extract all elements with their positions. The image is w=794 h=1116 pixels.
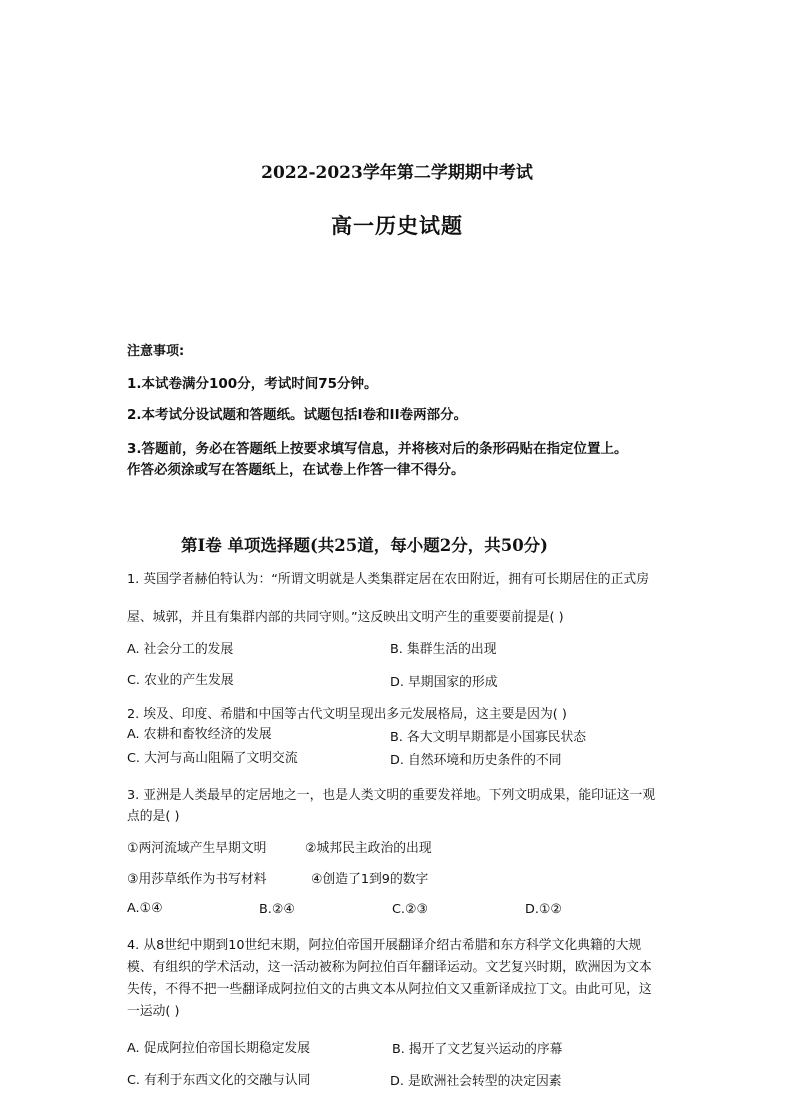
- question-3-item-4: ④创造了1到9的数字: [311, 872, 429, 887]
- subject-title: 高一历史试题: [331, 213, 463, 238]
- question-2-option-d: D. 自然环境和历史条件的不同: [390, 753, 562, 768]
- question-4-stem-line-4: 一运动( ): [127, 1004, 180, 1019]
- question-4-stem-line-2: 模、有组织的学术活动，这一活动被称为阿拉伯百年翻译运动。文艺复兴时期，欧洲因为文本: [127, 960, 652, 975]
- question-4-option-c: C. 有利于东西文化的交融与认同: [127, 1073, 311, 1088]
- question-3-option-a: A.①④: [127, 901, 163, 916]
- question-1-option-c: C. 农业的产生发展: [127, 673, 234, 688]
- question-4-option-a: A. 促成阿拉伯帝国长期稳定发展: [127, 1041, 311, 1056]
- question-4-option-d: D. 是欧洲社会转型的决定因素: [390, 1074, 562, 1089]
- question-3-option-d: D.①②: [525, 902, 562, 917]
- question-3-stem-line-1: 3. 亚洲是人类最早的定居地之一，也是人类文明的重要发祥地。下列文明成果，能印证这一观: [127, 788, 656, 803]
- question-3-item-3: ③用莎草纸作为书写材料: [127, 872, 267, 887]
- question-3-item-1: ①两河流域产生早期文明: [127, 841, 267, 856]
- notice-item-2: 2.本考试分设试题和答题纸。试题包括I卷和II卷两部分。: [127, 407, 468, 423]
- question-1-option-b: B. 集群生活的出现: [390, 642, 497, 657]
- question-2-option-a: A. 农耕和畜牧经济的发展: [127, 727, 272, 742]
- question-3-item-2: ②城邦民主政治的出现: [305, 841, 432, 856]
- question-1-stem-line-2: 屋、城郭，并且有集群内部的共同守则。”这反映出文明产生的重要要前提是( ): [127, 610, 564, 625]
- question-2-option-c: C. 大河与高山阻隔了文明交流: [127, 751, 298, 766]
- exam-title: 2022-2023学年第二学期期中考试: [261, 163, 533, 183]
- question-1-option-d: D. 早期国家的形成: [390, 675, 498, 690]
- question-4-stem-line-3: 失传，不得不把一些翻译成阿拉伯文的古典文本从阿拉伯文又重新译成拉丁文。由此可见，这: [127, 982, 652, 997]
- notice-item-1: 1.本试卷满分100分，考试时间75分钟。: [127, 376, 378, 392]
- question-1-option-a: A. 社会分工的发展: [127, 642, 234, 657]
- question-1-stem-line-1: 1. 英国学者赫伯特认为：“所谓文明就是人类集群定居在农田附近，拥有可长期居住的正式房: [127, 572, 649, 587]
- question-3-option-c: C.②③: [392, 902, 428, 917]
- question-2-option-b: B. 各大文明早期都是小国寡民状态: [390, 730, 587, 745]
- notice-heading: 注意事项:: [127, 344, 185, 359]
- notice-item-3: 3.答题前，务必在答题纸上按要求填写信息，并将核对后的条形码贴在指定位置上。: [127, 441, 628, 457]
- question-3-option-b: B.②④: [259, 902, 295, 917]
- question-2-stem: 2. 埃及、印度、希腊和中国等古代文明呈现出多元发展格局，这主要是因为( ): [127, 707, 567, 722]
- section-title: 第Ⅰ卷 单项选择题(共25道，每小题2分，共50分): [181, 536, 548, 555]
- question-4-stem-line-1: 4. 从8世纪中期到10世纪末期，阿拉伯帝国开展翻译介绍古希腊和东方科学文化典籍的大规: [127, 938, 642, 953]
- question-4-option-b: B. 揭开了文艺复兴运动的序幕: [392, 1042, 563, 1057]
- question-3-stem-line-2: 点的是( ): [127, 809, 180, 824]
- notice-item-3-continued: 作答必须涂或写在答题纸上，在试卷上作答一律不得分。: [127, 462, 465, 478]
